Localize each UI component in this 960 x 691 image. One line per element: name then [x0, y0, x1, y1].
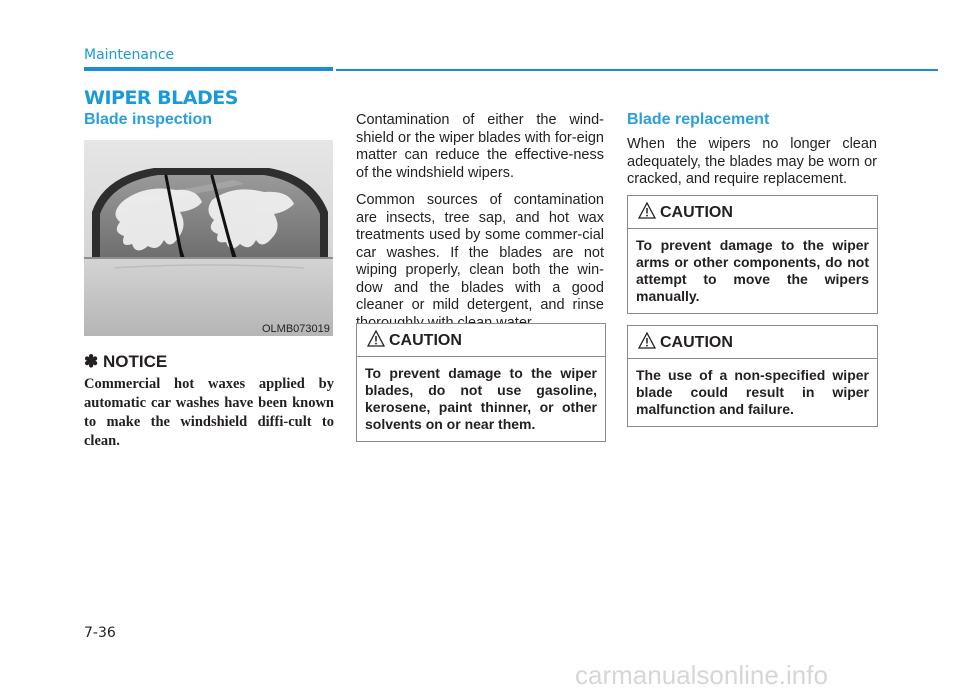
paragraph: Contamination of either the wind-shield or the wiper blades with for-eign matter can reduce the effective-ness of the windshield wipers.	[356, 112, 604, 181]
notice-body: Commercial hot waxes applied by automatic car washes have been known to make the windshield diffi-cult to clean.	[84, 376, 334, 449]
section-label: Maintenance	[84, 47, 175, 63]
caution-title: CAUTION	[660, 334, 733, 351]
blade-replacement-heading: Blade replacement	[627, 111, 770, 128]
replacement-text	[627, 136, 877, 189]
inspection-text	[356, 112, 604, 332]
caution-title: CAUTION	[389, 332, 462, 349]
warning-triangle-icon	[638, 332, 656, 349]
notice-title: ✽ NOTICE	[84, 352, 168, 371]
caution-text: To prevent damage to the wiper arms or other components, do not attempt to move the wipers manually.	[636, 237, 869, 304]
caution-box	[627, 325, 878, 427]
blade-inspection-heading: Blade inspection	[84, 111, 213, 128]
watermark: carmanualsonline.info	[575, 660, 828, 690]
page-title: WIPER BLADES	[84, 87, 238, 109]
caution-header	[357, 324, 605, 357]
caution-text: The use of a non-specified wiper blade could result in wiper malfunction and failure.	[636, 367, 869, 417]
paragraph: When the wipers no longer clean adequately, the blades may be worn or cracked, and require replacement.	[627, 136, 877, 187]
windshield-illustration	[84, 140, 333, 336]
figure-caption: OLMB073019	[262, 323, 330, 335]
caution-box	[356, 323, 606, 442]
page-number: 7-36	[84, 625, 116, 641]
header-rule-thin	[336, 69, 938, 71]
header-rule-thick	[84, 67, 333, 71]
paragraph: Common sources of contamination are insects, tree sap, and hot wax treatments used by some commer-cial car washes. If the blades are not wiping properly, clean both the win-dow and the blades with a good cleaner or mild detergent, and rinse	[356, 192, 604, 313]
caution-box	[627, 195, 878, 314]
caution-title: CAUTION	[660, 204, 733, 221]
caution-header	[628, 196, 877, 229]
caution-header	[628, 326, 877, 359]
warning-triangle-icon	[367, 330, 385, 347]
caution-text: To prevent damage to the wiper blades, do not use gasoline, kerosene, paint thinner, or other solvents on or near them.	[365, 365, 597, 432]
warning-triangle-icon	[638, 202, 656, 219]
